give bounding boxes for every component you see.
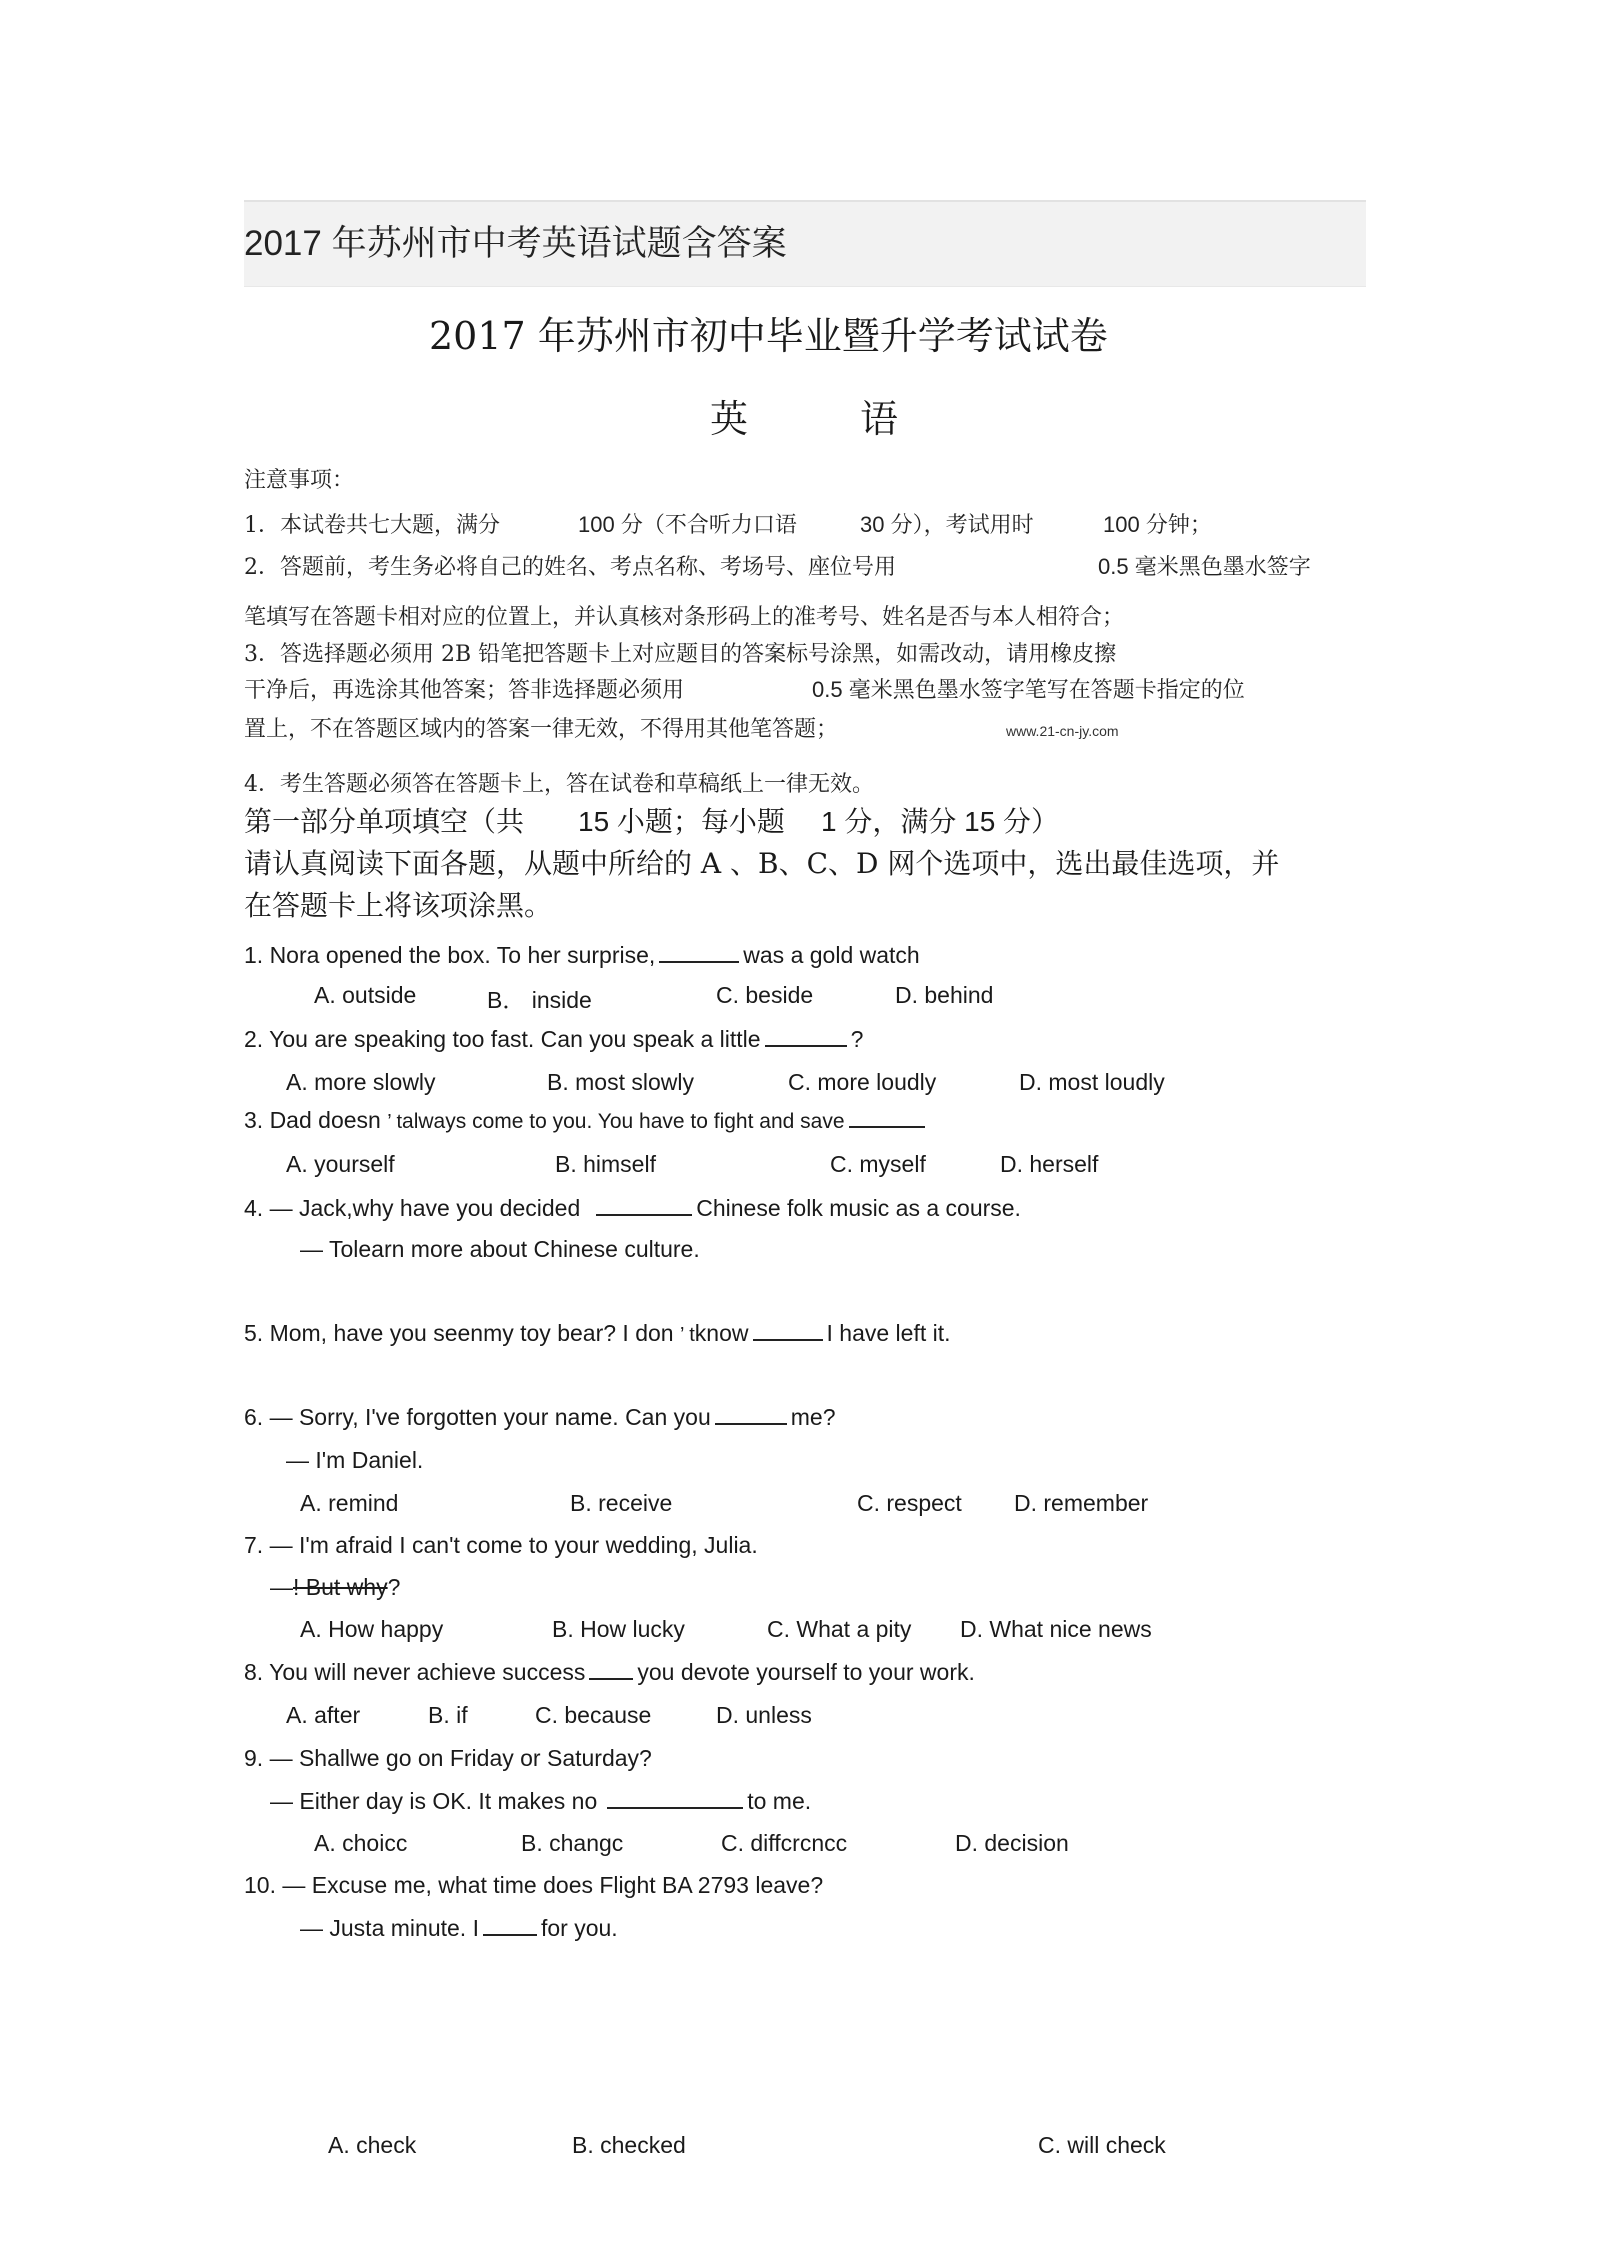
note-2c: 笔填写在答题卡相对应的位置上，并认真核对条形码上的准考号、姓名是否与本人相符合；: [244, 605, 1125, 630]
q10-blank: [483, 1916, 537, 1936]
document-title-bar: [244, 200, 1366, 287]
note-3d: 置上，不在答题区域内的答案一律无效，不得用其他笔答题；: [244, 717, 839, 742]
q9-option-c: C. diffcrcncc: [721, 1830, 848, 1856]
note-1a: 1．本试卷共七大题，满分: [244, 513, 500, 538]
notes-heading: 注意事项：: [244, 468, 355, 493]
q8-stem: 8. You will never achieve success you devote yourself to your work.: [244, 1659, 975, 1685]
q4-stem: 4. — Jack,why have you decided Chinese folk music as a course.: [244, 1195, 1021, 1221]
q6-option-a: A. remind: [300, 1490, 399, 1516]
q7-option-c: C. What a pity: [767, 1616, 912, 1642]
subject-char-1: 英: [710, 397, 749, 441]
note-2a: 2．答题前，考生务必将自己的姓名、考点名称、考场号、座位号用: [244, 555, 896, 580]
q8-option-c: C. because: [535, 1702, 652, 1728]
note-3a: 3．答选择题必须用 2B 铅笔把答题卡上对应题目的答案标号涂黑，如需改动，请用橡皮擦: [244, 642, 1117, 667]
q2-option-a: A. more slowly: [286, 1069, 436, 1095]
subject-char-2: 语: [860, 397, 899, 441]
part1-heading-c: 1 分，满分 15 分）: [821, 806, 1060, 837]
q9-stem: 9. — Shallwe go on Friday or Saturday?: [244, 1745, 652, 1771]
part1-instruction-2: 在答题卡上将该项涂黑。: [244, 889, 553, 922]
q2-option-d: D. most loudly: [1019, 1069, 1165, 1095]
q8-option-b: B. if: [428, 1702, 468, 1728]
note-4: 4．考生答题必须答在答题卡上，答在试卷和草稿纸上一律无效。: [244, 772, 874, 797]
note-2b: 0.5 毫米黑色墨水签字: [1098, 554, 1311, 579]
q2-option-c: C. more loudly: [788, 1069, 937, 1095]
q1-option-c: C. beside: [716, 982, 814, 1008]
q3-blank: [849, 1108, 925, 1128]
q6-option-c: C. respect: [857, 1490, 962, 1516]
q10-stem: 10. — Excuse me, what time does Flight BA 2793 leave?: [244, 1872, 824, 1898]
q2-stem: 2. You are speaking too fast. Can you speak a little ?: [244, 1026, 864, 1052]
q3-option-d: D. herself: [1000, 1151, 1099, 1177]
q6-stem: 6. — Sorry, I've forgotten your name. Can you me?: [244, 1404, 836, 1430]
note-1d: 100 分钟；: [1103, 512, 1212, 537]
q3-option-c: C. myself: [830, 1151, 926, 1177]
q7-answer: —! But why?: [270, 1574, 401, 1600]
q8-blank: [589, 1660, 633, 1680]
part1-instruction-1: 请认真阅读下面各题，从题中所给的 A 、B、C、D 网个选项中，选出最佳选项，并: [244, 847, 1280, 880]
q1-blank: [659, 943, 739, 963]
q1-option-a: A. outside: [314, 982, 417, 1008]
q9-answer: — Either day is OK. It makes no to me.: [270, 1788, 812, 1814]
document-title: 2017 年苏州市中考英语试题含答案: [244, 224, 787, 263]
q6-option-b: B. receive: [570, 1490, 673, 1516]
q2-blank: [765, 1027, 847, 1047]
q3-option-b: B. himself: [555, 1151, 656, 1177]
q9-option-d: D. decision: [955, 1830, 1069, 1856]
q1-option-d: D. behind: [895, 982, 994, 1008]
q3-option-a: A. yourself: [286, 1151, 395, 1177]
q8-option-a: A. after: [286, 1702, 361, 1728]
q6-blank: [715, 1405, 787, 1425]
note-1c: 30 分），考试用时: [860, 512, 1034, 537]
q5-blank: [753, 1321, 823, 1341]
q7-stem: 7. — I'm afraid I can't come to your wedding, Julia.: [244, 1532, 758, 1558]
q2-option-b: B. most slowly: [547, 1069, 694, 1095]
q10-option-a: A. check: [328, 2132, 417, 2158]
part1-heading-a: 第一部分单项填空（共: [244, 805, 525, 838]
q4-answer: — Tolearn more about Chinese culture.: [300, 1236, 700, 1262]
q4-blank: [596, 1196, 692, 1216]
q5-stem: 5. Mom, have you seenmy toy bear? I don ’ tknow I have left it.: [244, 1320, 951, 1346]
q7-option-d: D. What nice news: [960, 1616, 1152, 1642]
q3-stem: 3. Dad doesn ’ talways come to you. You have to fight and save: [244, 1107, 929, 1134]
q6-option-d: D. remember: [1014, 1490, 1149, 1516]
q1-option-b: B． inside: [487, 987, 592, 1013]
note-1b: 100 分（不合听力口语: [578, 512, 797, 537]
q9-blank: [607, 1789, 743, 1809]
source-url: www.21-cn-jy.com: [1006, 723, 1119, 739]
q10-option-c: C. will check: [1038, 2132, 1166, 2158]
q9-option-a: A. choicc: [314, 1830, 408, 1856]
q1-stem: 1. Nora opened the box. To her surprise, was a gold watch: [244, 942, 920, 968]
q6-answer: — I'm Daniel.: [286, 1447, 424, 1473]
q10-answer: — Justa minute. I for you.: [300, 1915, 618, 1941]
q10-option-b: B. checked: [572, 2132, 686, 2158]
q9-option-b: B. changc: [521, 1830, 624, 1856]
exam-title: 2017 年苏州市初中毕业暨升学考试试卷: [429, 314, 1108, 358]
part1-heading-b: 15 小题；每小题: [578, 806, 785, 837]
q7-option-a: A. How happy: [300, 1616, 444, 1642]
note-3c: 0.5 毫米黑色墨水签字笔写在答题卡指定的位: [812, 677, 1245, 702]
q8-option-d: D. unless: [716, 1702, 812, 1728]
q7-option-b: B. How lucky: [552, 1616, 685, 1642]
note-3b: 干净后，再选涂其他答案；答非选择题必须用: [244, 678, 685, 703]
